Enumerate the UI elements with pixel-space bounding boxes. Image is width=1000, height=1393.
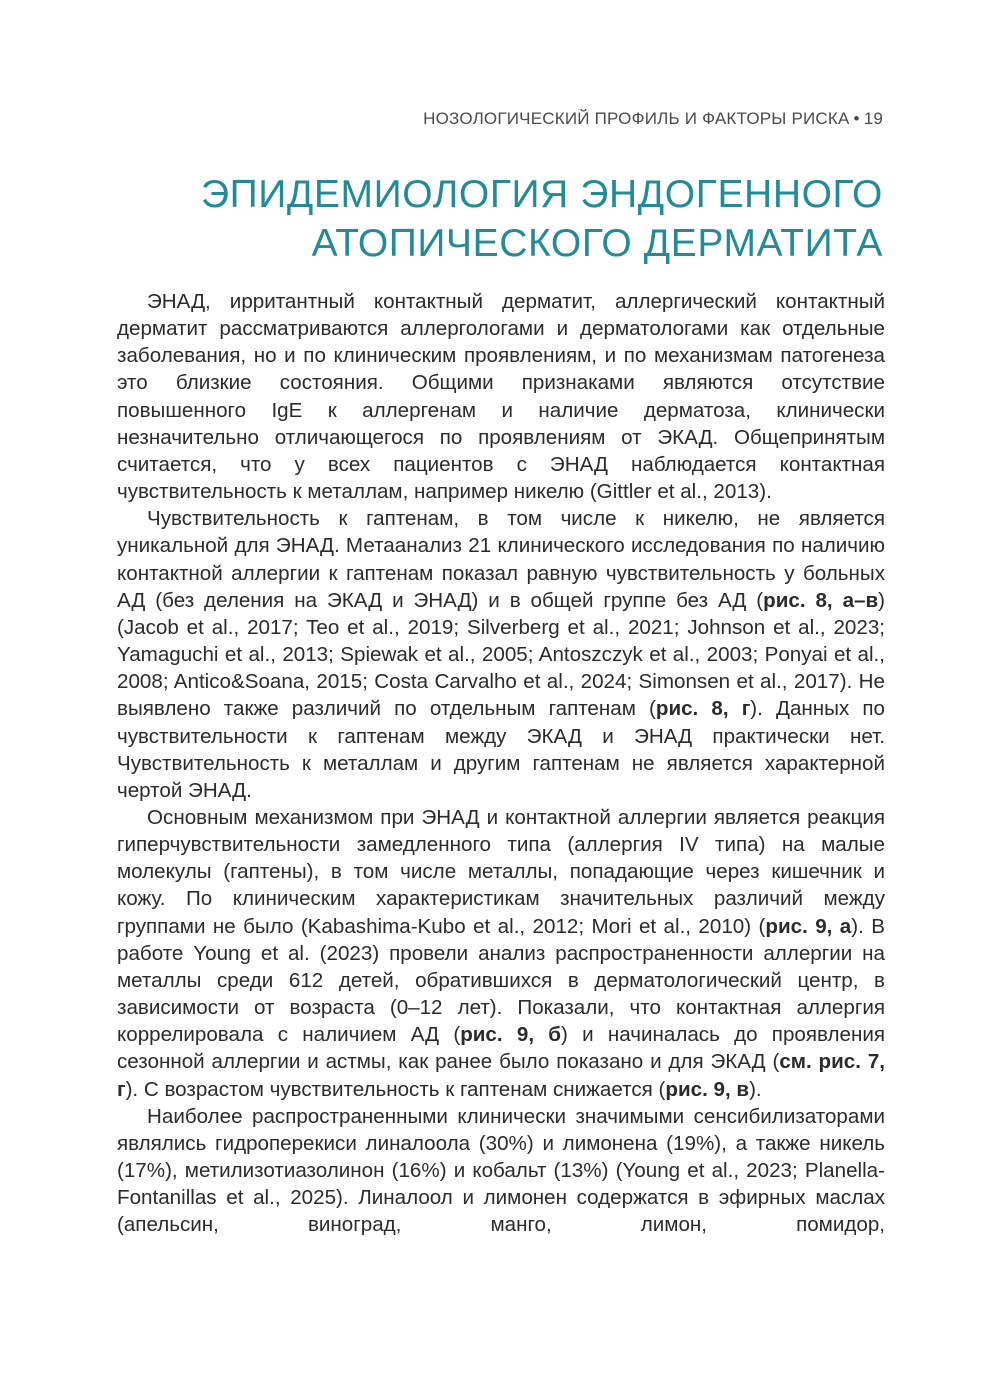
paragraph-3-text-2: ). В работе Young et al. (2023) провели анализ распространенности аллергии на металлы среди 612 детей, обратившихся в дерматологический центр, в зависимости от возраста (0–12 лет). Показали, что контактная аллергия коррелировала с наличием АД (	[117, 914, 885, 1047]
running-title: НОЗОЛОГИЧЕСКИЙ ПРОФИЛЬ И ФАКТОРЫ РИСКА	[423, 109, 850, 128]
page-number: 19	[863, 109, 883, 128]
paragraph-2-text-2: ) (Jacob et al., 2017; Teo et al., 2019; Silverberg et al., 2021; Johnson et al., 2023; Yamaguchi et al., 2013; Spiewak et al., 2005; Antoszczyk et al., 2003; Ponyai et al., 2008; Antico&Soana, 2015; Costa Carvalho et al., 2024; Simonsen et al., 2017). Не выявлено также различий по отдельным гаптенам (	[117, 588, 885, 721]
paragraph-2-text-1: Чувствительность к гаптенам, в том числе к никелю, не является уникальной для ЭНАД. Метаанализ 21 клинического исследования по наличию контактной аллергии к гаптенам показал равную чувствительность у больных АД (без деления на ЭКАД и ЭНАД) и в общей группе без АД (	[117, 507, 885, 612]
figure-reference-9-b: рис. 9, б	[460, 1023, 562, 1047]
figure-reference-8-g: рис. 8, г	[655, 697, 751, 721]
paragraph-3-text-1: Основным механизмом при ЭНАД и контактной аллергии является реакция гиперчувствительности замедленного типа (аллергия IV типа) на малые молекулы (гаптены), в том числе металлы, попадающие через кишечник и кожу. По клиническим характеристикам значительных различий между группами не было (Kabashima-Kubo et al., 2012; Mori et al., 2010) (	[117, 805, 885, 938]
paragraph-2	[117, 505, 885, 804]
figure-reference-7-g: см. рис. 7, г	[117, 1050, 885, 1101]
paragraph-3-text-5: ).	[749, 1077, 762, 1101]
paragraph-4-text: Наиболее распространенными клинически значимыми сенсибилизаторами являлись гидроперекиси линалоола (30%) и лимонена (19%), а также никель (17%), метилизотиазолинон (16%) и кобальт (13%) (Young et al., 2023; Planella-Fontanillas et al., 2025). Линалоол и лимонен содержатся в эфирных маслах (апельсин, виноград, манго, лимон, помидор,	[117, 1104, 885, 1237]
paragraph-3	[117, 804, 885, 1103]
paragraph-1	[117, 288, 885, 505]
chapter-title-line-1: ЭПИДЕМИОЛОГИЯ ЭНДОГЕННОГО	[200, 173, 883, 216]
paragraph-2-text-3: ). Данных по чувствительности к гаптенам между ЭКАД и ЭНАД практически нет. Чувствительность к металлам и другим гаптенам не является характерной чертой ЭНАД.	[117, 697, 885, 802]
body-text	[117, 288, 885, 1238]
chapter-title-line-2: АТОПИЧЕСКОГО ДЕРМАТИТА	[311, 222, 883, 265]
chapter-title	[123, 170, 883, 268]
paragraph-1-text: ЭНАД, ирритантный контактный дерматит, аллергический контактный дерматит рассматриваются аллергологами и дерматологами как отдельные заболевания, но и по клиническим проявлениям, и по механизмам патогенеза это близкие состояния. Общими признаками являются отсутствие повышенного IgE к аллергенам и наличие дерматоза, клинически незначительно отличающегося по проявлениям от ЭКАД. Общепринятым считается, что у всех пациентов с ЭНАД наблюдается контактная чувствительность к металлам, например никелю (Gittler et al., 2013).	[117, 290, 885, 504]
paragraph-4	[117, 1103, 885, 1239]
running-header	[423, 109, 883, 129]
figure-reference-9-a: рис. 9, а	[765, 914, 852, 938]
figure-reference-9-v: рис. 9, в	[665, 1077, 750, 1101]
header-separator: •	[853, 109, 860, 128]
paragraph-3-text-3: ) и начиналась до проявления сезонной аллергии и астмы, как ранее было показано и для ЭКАД (	[117, 1023, 885, 1074]
figure-reference-8-a-v: рис. 8, а–в	[763, 588, 879, 612]
paragraph-3-text-4: ). С возрастом чувствительность к гаптенам снижается (	[125, 1077, 666, 1101]
